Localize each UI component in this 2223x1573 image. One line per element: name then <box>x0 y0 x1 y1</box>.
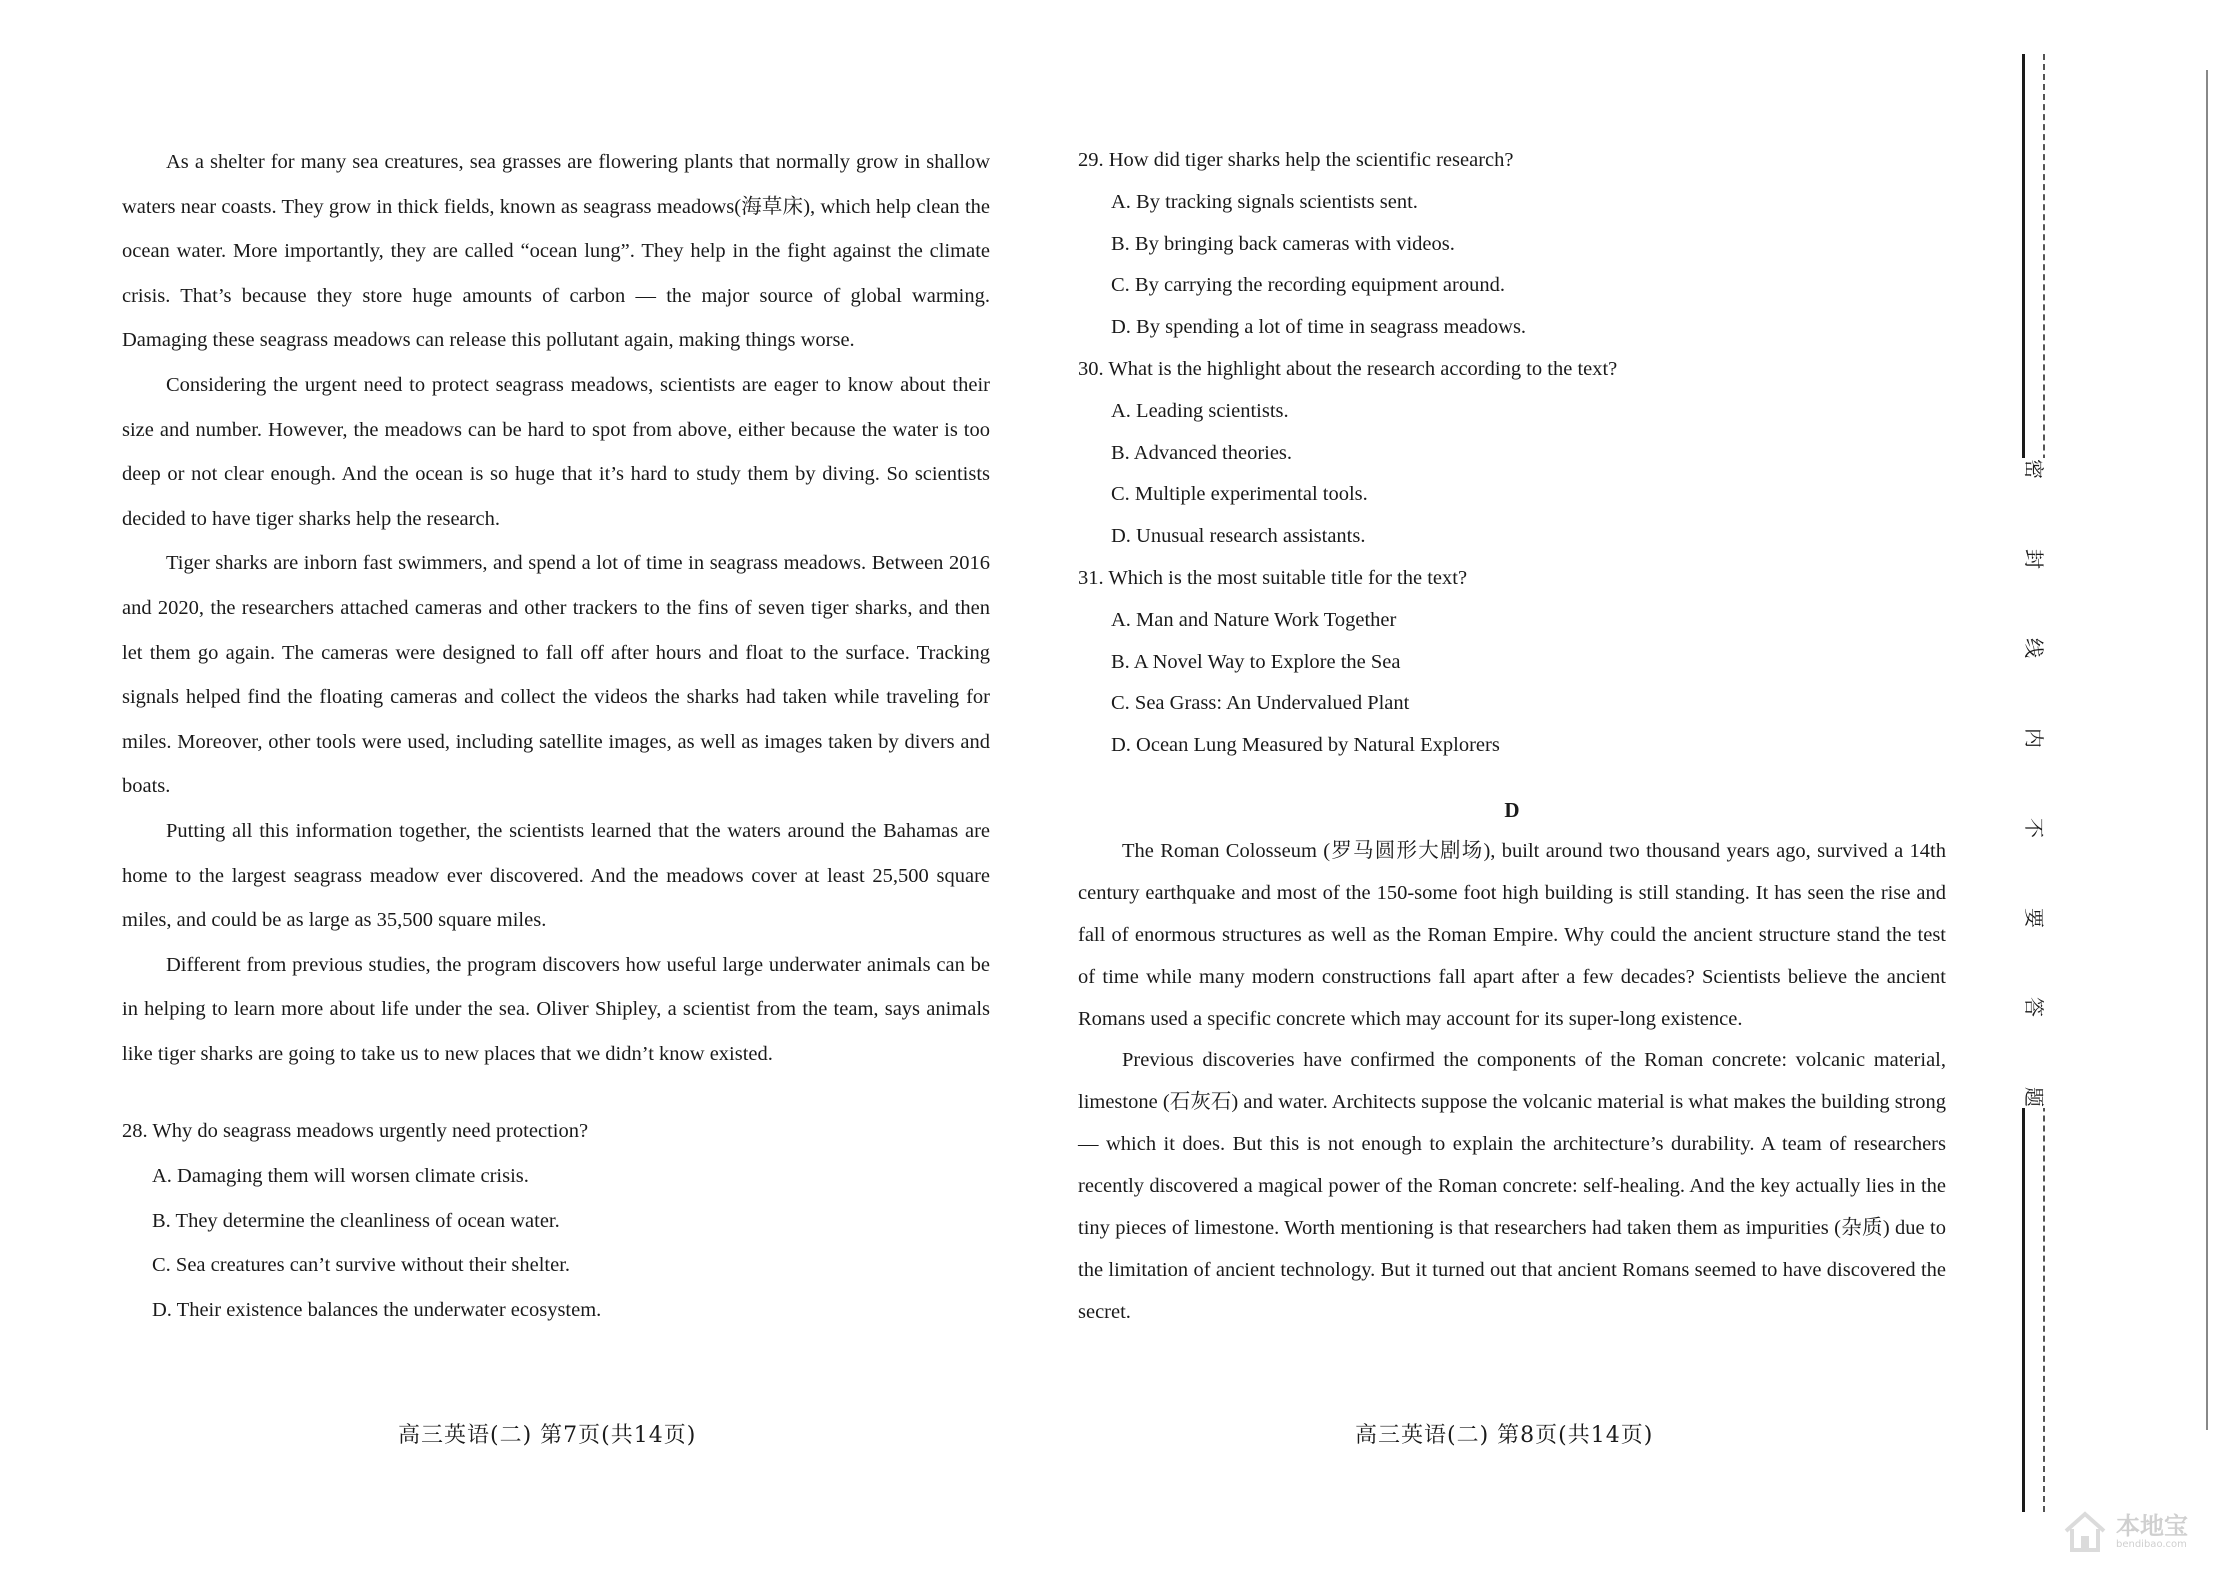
watermark-title: 本地宝 <box>2116 1512 2188 1540</box>
page-edge-line <box>2206 70 2208 1430</box>
seal-char: 题 <box>2022 1086 2046 1107</box>
answer-option: D. Their existence balances the underwater ecosystem. <box>152 1298 602 1321</box>
question-stem: 30. What is the highlight about the research according to the text? <box>1078 357 1618 380</box>
passage-paragraph: Considering the urgent need to protect seagrass meadows, scientists are eager to know about their size and number. However, the meadows can be hard to spot from above, either because the water is too deep or not clear enough. And the ocean is so huge that it’s hard to study them by diving. So scientists decided to have tiger sharks help the research. <box>122 373 990 530</box>
answer-option: B. By bringing back cameras with videos. <box>1111 232 1455 255</box>
seal-char: 要 <box>2022 907 2046 928</box>
watermark-subtitle: bendibao.com <box>2116 1539 2187 1550</box>
site-watermark <box>2062 1504 2212 1560</box>
question-stem: 28. Why do seagrass meadows urgently need protection? <box>122 1120 589 1143</box>
question-stem: 29. How did tiger sharks help the scientific research? <box>1078 149 1514 171</box>
section-heading: D <box>1504 797 1520 822</box>
question-29 <box>1078 140 1946 349</box>
page-footer-left: 高三英语(二) 第7页(共14页) <box>398 1423 697 1448</box>
passage-paragraph: Different from previous studies, the program discovers how useful large underwater animals can be in helping to learn more about life under the sea. Oliver Shipley, a scientist from the team, says animals like tiger sharks are going to take us to new places that we didn’t know existed. <box>122 953 990 1065</box>
question-31 <box>1078 558 1946 767</box>
right-page <box>1078 140 1946 1334</box>
answer-option: A. Man and Nature Work Together <box>1111 608 1397 631</box>
answer-option: D. Ocean Lung Measured by Natural Explorers <box>1111 734 1500 757</box>
answer-option: B. They determine the cleanliness of ocean water. <box>152 1209 560 1232</box>
house-icon <box>2062 1509 2108 1555</box>
page-footer-right: 高三英语(二) 第8页(共14页) <box>1355 1423 1654 1448</box>
question-28 <box>122 1109 990 1332</box>
answer-option: D. By spending a lot of time in seagrass meadows. <box>1111 316 1527 339</box>
passage-paragraph: The Roman Colosseum (罗马圆形大剧场), built around two thousand years ago, survived a 14th century earthquake and most of the 150-some foot high building is still standing. It has seen the rise and fall of enormous structures as well as the Roman Empire. Why could the ancient structure stand the test of time while many modern constructions fall apart after a few decades? Scientists believe the ancient Romans used a specific concrete which may account for its super-long existence. <box>1078 839 1946 1030</box>
passage-paragraph: Previous discoveries have confirmed the components of the Roman concrete: volcanic material, limestone (石灰石) and water. Architects suppose the volcanic material is what makes the building strong — which it does. But this is not enough to explain the architecture’s durability. A team of researchers recently discovered a magical power of the Roman concrete: self-healing. And the key actually lies in the tiny pieces of limestone. Worth mentioning is that researchers had taken them as impurities (杂质) due to the limitation of ancient technology. But it turned out that ancient Romans seemed to have discovered the secret. <box>1078 1049 1946 1323</box>
binding-seal-text <box>2022 458 2046 1108</box>
answer-option: D. Unusual research assistants. <box>1111 525 1366 548</box>
passage-d-text <box>1078 831 1946 1334</box>
passage-paragraph: Putting all this information together, the scientists learned that the waters around the Bahamas are home to the largest seagrass meadow ever discovered. And the meadows cover at least 25,500 square miles, and could be as large as 35,500 square miles. <box>122 819 990 932</box>
passage-paragraph: As a shelter for many sea creatures, sea grasses are flowering plants that normally grow in shallow waters near coasts. They grow in thick fields, known as seagrass meadows(海草床), which help clean the ocean water. More importantly, they are called “ocean lung”. They help in the fight against the climate crisis. That’s because they store huge amounts of carbon — the major source of global warming. Damaging these seagrass meadows can release this pollutant again, making things worse. <box>122 151 990 352</box>
passage-c-text <box>122 140 990 1076</box>
passage-paragraph: Tiger sharks are inborn fast swimmers, and spend a lot of time in seagrass meadows. Between 2016 and 2020, the researchers attached cameras and other trackers to the fins of seven tiger sharks, and then let them go again. The cameras were designed to fall off after hours and float to the surface. Tracking signals helped find the floating cameras and collect the videos the sharks had taken while traveling for miles. Moreover, other tools were used, including satellite images, as well as images taken by divers and boats. <box>122 552 990 798</box>
seal-char: 内 <box>2022 728 2046 749</box>
seal-char: 密 <box>2022 459 2046 479</box>
seal-char: 封 <box>2022 548 2046 569</box>
left-page <box>122 140 990 1332</box>
seal-char: 答 <box>2022 997 2046 1018</box>
answer-option: C. By carrying the recording equipment around. <box>1111 274 1505 297</box>
answer-option: A. By tracking signals scientists sent. <box>1111 190 1418 213</box>
question-30 <box>1078 349 1946 558</box>
answer-option: B. A Novel Way to Explore the Sea <box>1111 650 1401 673</box>
question-stem: 31. Which is the most suitable title for the text? <box>1078 566 1468 589</box>
answer-option: C. Sea Grass: An Undervalued Plant <box>1111 692 1410 715</box>
answer-option: C. Multiple experimental tools. <box>1111 483 1368 506</box>
answer-option: C. Sea creatures can’t survive without their shelter. <box>152 1254 571 1277</box>
answer-option: A. Damaging them will worsen climate crisis. <box>152 1165 529 1188</box>
answer-option: A. Leading scientists. <box>1111 399 1289 422</box>
seal-char: 线 <box>2022 638 2046 659</box>
answer-option: B. Advanced theories. <box>1111 441 1293 464</box>
seal-char: 不 <box>2022 817 2046 838</box>
